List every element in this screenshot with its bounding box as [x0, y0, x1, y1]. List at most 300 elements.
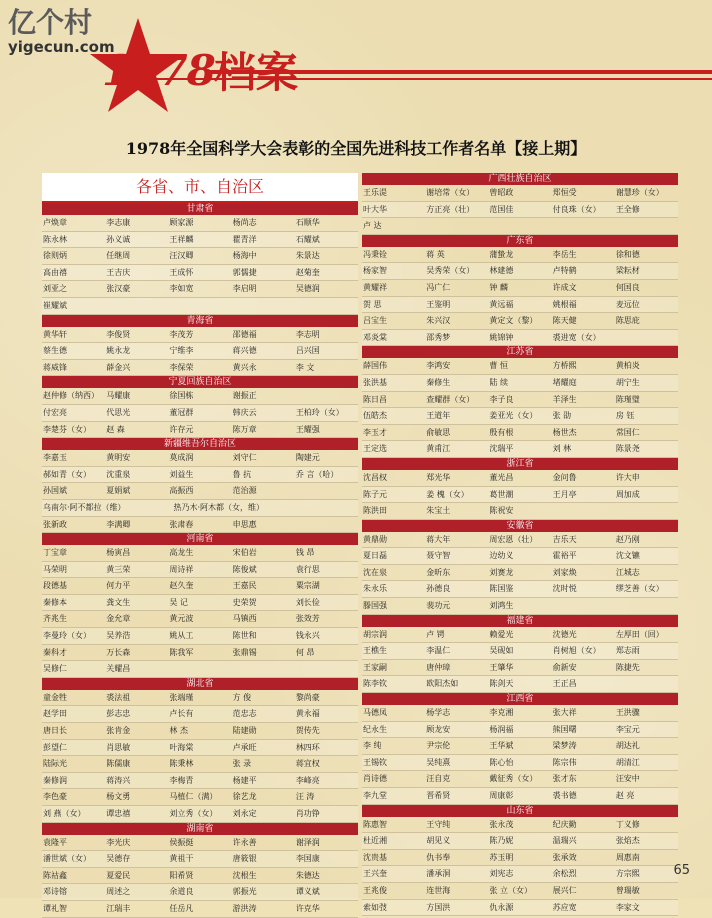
worker-name: 王嘉民 — [232, 581, 257, 591]
worker-name: 王吉庆 — [106, 267, 131, 277]
left-sections — [42, 203, 358, 918]
worker-name: 李色豪 — [43, 792, 67, 802]
worker-name: 汪自克 — [426, 774, 451, 784]
worker-name: 黎尚豪 — [295, 692, 320, 702]
worker-name — [615, 598, 678, 614]
province-heading: 湖北省 — [42, 678, 358, 690]
worker-name: 王耀强 — [295, 424, 320, 434]
worker-name — [552, 503, 615, 519]
name-row — [362, 565, 678, 582]
worker-name: 谭忠禧 — [106, 809, 131, 818]
worker-name: 李温仁 — [426, 646, 451, 656]
worker-name — [232, 661, 295, 677]
worker-name: 葛世潮 — [489, 489, 514, 499]
worker-name: 黄定文（黎） — [489, 316, 538, 326]
worker-name: 姚永龙 — [106, 346, 131, 356]
worker-name: 唐日长 — [43, 726, 67, 736]
province-section — [362, 235, 678, 347]
worker-name: 吕宝生 — [363, 316, 387, 326]
name-row — [362, 581, 678, 598]
worker-name: 唐仲璋 — [426, 662, 451, 672]
worker-name: 高振西 — [169, 486, 194, 496]
worker-name: 孙德良 — [426, 584, 451, 594]
page-header — [0, 0, 712, 110]
worker-name: 张洪基 — [363, 377, 387, 387]
name-row — [42, 232, 358, 249]
province-section — [362, 520, 678, 615]
worker-name: 仇永源 — [489, 902, 514, 912]
worker-name: 马耀康 — [106, 391, 131, 401]
worker-name: 许永善 — [232, 837, 257, 847]
worker-name: 王乐湜 — [363, 188, 387, 197]
worker-name: 王兴奎 — [363, 869, 387, 879]
worker-name: 陈天健 — [552, 316, 577, 326]
name-row — [362, 313, 678, 330]
province-heading: 宁夏回族自治区 — [42, 376, 358, 388]
worker-name: 刘 林 — [552, 444, 572, 454]
worker-name: 赵学田 — [43, 709, 67, 719]
worker-name: 苏应宽 — [552, 902, 577, 912]
worker-name: 陈李钦 — [363, 679, 387, 689]
name-row — [42, 281, 358, 298]
worker-name: 李满卿 — [106, 519, 131, 529]
worker-name: 周康彰 — [489, 791, 514, 800]
worker-name: 刘益生 — [169, 469, 194, 479]
worker-name: 杨海中 — [232, 251, 257, 261]
worker-name: 刘宪志 — [489, 869, 514, 879]
worker-name: 史荣贺 — [232, 597, 257, 607]
worker-name: 彭望仁 — [43, 742, 67, 752]
name-row — [362, 643, 678, 660]
province-heading: 山东省 — [362, 805, 678, 817]
worker-name: 周惠南 — [615, 852, 640, 862]
worker-name: 崔耀斌 — [43, 300, 67, 310]
name-row — [42, 388, 358, 405]
name-row — [362, 866, 678, 883]
worker-name: 俞敏思 — [426, 427, 451, 437]
worker-name: 蒋威锋 — [43, 362, 67, 372]
worker-name: 张新政 — [43, 519, 67, 529]
name-row — [362, 850, 678, 867]
worker-name: 杨尚志 — [232, 218, 257, 227]
worker-name — [126, 500, 173, 516]
worker-name: 游洪涛 — [232, 903, 257, 913]
province-heading: 青海省 — [42, 315, 358, 327]
worker-name: 吴纯熹 — [426, 757, 451, 767]
name-row — [42, 500, 358, 517]
watermark-title: 亿个村 — [8, 6, 93, 39]
worker-name: 谢泽润 — [295, 837, 320, 847]
worker-name: 余松烈 — [552, 869, 577, 879]
worker-name: 邓炎棠 — [363, 332, 387, 342]
worker-name: 张汉豪 — [106, 284, 131, 294]
name-row — [42, 595, 358, 612]
province-section — [42, 678, 358, 823]
name-row — [362, 900, 678, 917]
worker-name: 金允章 — [106, 614, 131, 624]
worker-name: 朱永乐 — [363, 584, 387, 594]
worker-name: 齐兆生 — [43, 614, 67, 624]
worker-name: 陈我军 — [169, 647, 194, 657]
name-row — [42, 773, 358, 790]
worker-name — [168, 661, 231, 677]
worker-name — [615, 218, 678, 234]
name-row — [362, 202, 678, 219]
worker-name: 赖爱光 — [489, 629, 514, 639]
province-section — [362, 346, 678, 458]
worker-name: 周加成 — [615, 489, 640, 499]
name-row — [362, 722, 678, 739]
name-row — [42, 327, 358, 344]
worker-name: 张端瑾 — [169, 692, 194, 702]
worker-name — [425, 218, 488, 234]
worker-name: 李玉才 — [363, 427, 387, 437]
worker-name: 肖诗德 — [363, 774, 387, 784]
name-row — [42, 360, 358, 377]
worker-name: 羊泽生 — [552, 394, 577, 404]
worker-name: 姜 槐（女） — [426, 489, 469, 499]
worker-name: 姜亚光（女） — [489, 411, 538, 421]
worker-name: 谢培常（女） — [426, 188, 475, 197]
name-row — [362, 532, 678, 549]
name-row — [362, 548, 678, 565]
worker-name: 陈剑天 — [489, 679, 514, 689]
name-row — [362, 705, 678, 722]
worker-name: 纪永生 — [363, 724, 387, 734]
worker-name: 房 钰 — [615, 411, 635, 421]
worker-name: 乌南尔·阿不都拉（维） — [43, 502, 126, 512]
worker-name: 彭志忠 — [106, 709, 131, 719]
worker-name: 郭振光 — [232, 887, 257, 897]
worker-name: 夏爱民 — [106, 870, 131, 880]
worker-name: 宁维李 — [169, 346, 194, 356]
worker-name: 常国仁 — [615, 427, 640, 437]
worker-name: 李保荣 — [169, 362, 194, 372]
worker-name: 方国洪 — [426, 902, 451, 912]
worker-name: 王樵生 — [363, 646, 387, 656]
worker-name: 马荣明 — [43, 564, 67, 574]
worker-name: 郝如青（女） — [43, 469, 91, 479]
worker-name: 尹宗伦 — [426, 741, 451, 751]
worker-name: 陈瑾璧 — [615, 394, 640, 404]
worker-name: 裘法祖 — [106, 692, 131, 702]
worker-name: 何 昂 — [295, 647, 315, 657]
province-section — [42, 533, 358, 678]
worker-name: 李俊贤 — [106, 329, 131, 339]
worker-name: 汪 涛 — [295, 792, 315, 802]
worker-name: 黄永福 — [295, 709, 320, 719]
province-section — [362, 805, 678, 917]
worker-name: 王鉴明 — [426, 299, 451, 309]
worker-name — [295, 298, 358, 314]
worker-name — [295, 388, 358, 404]
worker-name: 张焰杰 — [615, 836, 640, 846]
worker-name: 麦远位 — [615, 299, 640, 309]
worker-name: 黄鼎勋 — [363, 534, 387, 544]
worker-name: 殷有根 — [489, 427, 514, 437]
worker-name: 卢 达 — [363, 221, 382, 231]
name-row — [42, 467, 358, 484]
worker-name: 卢焕章 — [43, 218, 67, 227]
name-row — [362, 738, 678, 755]
worker-name: 石耀斌 — [295, 234, 320, 244]
worker-name: 何力平 — [106, 581, 131, 591]
name-row — [362, 755, 678, 772]
worker-name: 苏玉明 — [489, 852, 514, 862]
worker-name: 顾龙安 — [426, 724, 451, 734]
worker-name: 许克华 — [295, 903, 320, 913]
worker-name: 吉乐天 — [552, 534, 577, 544]
worker-name: 蒋涛兴 — [106, 775, 131, 785]
right-sections — [362, 173, 678, 916]
name-row — [362, 470, 678, 487]
province-heading: 浙江省 — [362, 458, 678, 470]
worker-name: 金昕东 — [426, 567, 451, 577]
worker-name: 袁隆平 — [43, 837, 67, 847]
worker-name: 马德凤 — [363, 708, 387, 718]
worker-name: 王道年 — [426, 411, 451, 421]
province-heading: 甘肃省 — [42, 203, 358, 215]
worker-name: 代思光 — [106, 407, 131, 417]
worker-name: 秦科才 — [43, 647, 67, 657]
worker-name: 陈俊斌 — [232, 564, 257, 574]
worker-name: 陈永林 — [43, 234, 67, 244]
worker-name: 周诗祥 — [169, 564, 194, 574]
name-row — [362, 883, 678, 900]
worker-name: 梁耘材 — [615, 266, 640, 276]
worker-name: 李光庆 — [106, 837, 131, 847]
worker-name: 丁义修 — [615, 819, 640, 829]
worker-name: 卢长有 — [169, 709, 194, 719]
worker-name: 高由禧 — [43, 267, 67, 277]
header-section-title: 档案 — [214, 48, 299, 97]
name-row — [42, 611, 358, 628]
worker-name: 石顺华 — [295, 218, 320, 227]
worker-name: 沈重泉 — [106, 469, 131, 479]
worker-name: 冯秉铨 — [363, 249, 387, 259]
worker-name: 范国佳 — [489, 204, 514, 214]
worker-name: 李九堂 — [363, 791, 387, 800]
worker-name: 赵仲修（纳西） — [43, 391, 99, 401]
worker-name: 吴德润 — [295, 284, 320, 294]
worker-name: 赵菊奎 — [295, 267, 320, 277]
worker-name: 童金牲 — [43, 692, 67, 702]
province-heading: 福建省 — [362, 615, 678, 627]
worker-name: 陈捷先 — [615, 662, 640, 672]
name-row — [42, 868, 358, 885]
worker-name: 郭懦捷 — [232, 267, 257, 277]
worker-name: 李克湘 — [489, 708, 514, 718]
worker-name: 纪庆勤 — [552, 819, 577, 829]
worker-name: 李嘉玉 — [43, 453, 67, 463]
worker-name: 陈惠智 — [363, 819, 387, 829]
worker-name: 方宗熙 — [615, 869, 640, 879]
name-row — [362, 330, 678, 347]
worker-name: 熊国曙 — [552, 724, 577, 734]
worker-name: 江城志 — [615, 567, 640, 577]
worker-name: 许成文 — [552, 282, 577, 292]
worker-name: 袁行思 — [295, 564, 320, 574]
worker-name: 谢慧珍（女） — [615, 188, 664, 197]
worker-name: 王兆俊 — [363, 885, 387, 895]
worker-name: 王锡钦 — [363, 757, 387, 767]
worker-name: 朱德达 — [295, 870, 320, 880]
worker-name: 沈瑞平 — [489, 444, 514, 454]
worker-name: 吴秀荣（女） — [426, 266, 475, 276]
worker-name: 沈昌权 — [363, 472, 387, 482]
worker-name: 陈乃妮 — [489, 836, 514, 846]
left-column — [42, 173, 358, 918]
worker-name: 余道良 — [169, 887, 194, 897]
worker-name: 夏日磊 — [363, 551, 387, 561]
worker-name: 仇书奉 — [426, 852, 451, 862]
worker-name: 展兴仁 — [552, 885, 577, 895]
worker-name: 许大申 — [615, 472, 640, 482]
worker-name: 薛国伟 — [363, 361, 387, 371]
name-row — [42, 740, 358, 757]
worker-name — [105, 298, 168, 314]
worker-name: 范治源 — [232, 486, 257, 496]
worker-name: 刘亚之 — [43, 284, 67, 294]
worker-name: 张效芳 — [295, 614, 320, 624]
worker-name: 沈在泉 — [363, 567, 387, 577]
worker-name: 李志康 — [106, 218, 131, 227]
worker-name: 谢振正 — [232, 391, 257, 401]
worker-name: 裘进宽（女） — [552, 332, 601, 342]
name-row — [42, 248, 358, 265]
worker-name: 张 劭 — [552, 411, 572, 421]
province-heading: 湖南省 — [42, 823, 358, 835]
worker-name — [615, 330, 678, 346]
worker-name: 唐筱银 — [232, 854, 257, 864]
worker-name: 刘立秀（女） — [169, 809, 218, 818]
worker-name: 张才东 — [552, 774, 577, 784]
worker-name: 徐和德 — [615, 249, 640, 259]
worker-name — [615, 503, 678, 519]
worker-name — [295, 517, 358, 533]
worker-name: 张肃春 — [169, 519, 194, 529]
worker-name: 夏娟斌 — [106, 486, 131, 496]
worker-name: 韩庆云 — [232, 407, 257, 417]
worker-name: 徐国栋 — [169, 391, 194, 401]
worker-name: 陈洪田 — [363, 506, 387, 516]
worker-name: 胡见义 — [426, 836, 451, 846]
worker-name — [232, 298, 295, 314]
worker-name: 陈秉林 — [169, 759, 194, 769]
worker-name: 董光昌 — [489, 472, 514, 482]
worker-name: 段德基 — [43, 581, 67, 591]
worker-name: 肖思敏 — [106, 742, 131, 752]
worker-name: 钱永兴 — [295, 631, 320, 641]
worker-name: 刘鸿生 — [489, 601, 514, 611]
worker-name: 邵德福 — [232, 329, 257, 339]
worker-name: 刘永定 — [232, 809, 257, 818]
province-heading: 广西壮族自治区 — [362, 173, 678, 185]
worker-name: 申思惠 — [232, 519, 257, 529]
worker-name: 叶海棠 — [169, 742, 194, 752]
worker-name: 胡达礼 — [615, 741, 640, 751]
worker-name: 沈时悦 — [552, 584, 577, 594]
name-row — [362, 358, 678, 375]
worker-name: 郑志雨 — [615, 646, 640, 656]
name-row — [42, 884, 358, 901]
name-row — [42, 901, 358, 918]
name-row — [42, 343, 358, 360]
name-row — [42, 835, 358, 852]
worker-name: 查耀群（女） — [426, 394, 475, 404]
worker-name: 姚锦钟 — [489, 332, 514, 342]
worker-name: 堵耀庭 — [552, 377, 577, 387]
worker-name: 胡宗润 — [363, 629, 387, 639]
name-row — [42, 690, 358, 707]
name-row — [42, 517, 358, 534]
worker-name: 王正昌 — [552, 679, 577, 689]
worker-name: 林 杰 — [169, 726, 188, 736]
worker-name: 吴修仁 — [43, 664, 67, 674]
province-section — [42, 203, 358, 315]
worker-name: 陆 续 — [489, 377, 508, 387]
worker-name: 刘赛龙 — [489, 567, 514, 577]
name-row — [42, 265, 358, 282]
worker-name: 朱景达 — [295, 251, 320, 261]
name-row — [42, 483, 358, 500]
worker-name: 钟 麟 — [489, 282, 508, 292]
worker-name: 张 录 — [232, 759, 252, 769]
worker-name: 鲁 抗 — [232, 469, 252, 479]
worker-name: 李 纯 — [363, 741, 382, 751]
worker-name: 李 文 — [295, 362, 315, 372]
worker-name: 聂守智 — [426, 551, 451, 561]
worker-name: 张承效 — [552, 852, 577, 862]
worker-name: 李梅青 — [169, 775, 194, 785]
worker-name: 吴养浩 — [106, 631, 131, 641]
name-row — [42, 578, 358, 595]
worker-name: 王祥麟 — [169, 234, 194, 244]
worker-name: 金问鲁 — [552, 472, 577, 482]
worker-name: 连世海 — [426, 885, 451, 895]
worker-name: 粟宗湖 — [295, 581, 320, 591]
worker-name: 滕国强 — [363, 601, 387, 611]
worker-name: 黄柏炎 — [615, 361, 640, 371]
worker-name: 李峰亮 — [295, 775, 320, 785]
worker-name: 林建德 — [489, 266, 514, 276]
worker-name: 方桥熙 — [552, 361, 577, 371]
worker-name: 汪汉卿 — [169, 251, 194, 261]
worker-name: 贺 思 — [363, 299, 382, 309]
worker-name: 黄耀祥 — [363, 282, 387, 292]
worker-name: 王定选 — [363, 444, 387, 454]
province-section — [362, 693, 678, 805]
worker-name: 郑光华 — [426, 472, 451, 482]
worker-name — [295, 483, 358, 499]
worker-name: 姚根福 — [552, 299, 577, 309]
province-section — [42, 823, 358, 918]
worker-name: 江瑞丰 — [106, 903, 131, 913]
name-row — [362, 598, 678, 615]
worker-name: 杨寅昌 — [106, 548, 131, 558]
worker-name: 丁宝章 — [43, 548, 67, 558]
worker-name: 李家文 — [615, 902, 640, 912]
name-row — [362, 408, 678, 425]
name-row — [42, 422, 358, 439]
name-row — [362, 247, 678, 264]
worker-name: 刘家焕 — [552, 567, 577, 577]
worker-name: 王华斌 — [489, 741, 514, 751]
province-section — [42, 376, 358, 438]
worker-name: 范忠志 — [232, 709, 257, 719]
worker-name: 林四环 — [295, 742, 320, 752]
name-row — [42, 756, 358, 773]
